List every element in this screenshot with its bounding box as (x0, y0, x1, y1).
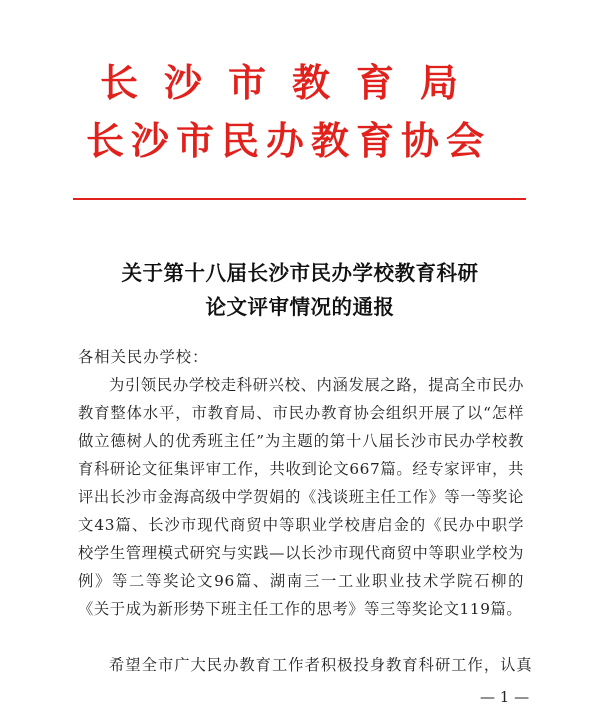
document-title-line-2: 论文评审情况的通报 (205, 295, 395, 319)
masthead-private-education-association: 长沙市民办教育协会 (86, 118, 492, 163)
page-number: — 1 — (480, 688, 530, 706)
document-title-line-1: 关于第十八届长沙市民办学校教育科研 (121, 261, 479, 285)
body-paragraph-2: 希望全市广大民办教育工作者积极投身教育科研工作，认真 (109, 656, 533, 674)
masthead-education-bureau: 长沙市教育局 (100, 60, 485, 105)
red-divider-line (73, 198, 526, 200)
body-paragraph-1: 为引领民办学校走科研兴校、内涵发展之路，提高全市民办教育整体水平，市教育局、市民办教育协会组织开展了以“怎样做立德树人的优秀班主任”为主题的第十八届长沙市民办学校教育科研论文征集评审工作，共收到论文667篇。经专家评审，共评出长沙市金海高级中学贺娟的《浅谈班主任工作》等一等奖论文43篇、长沙市现代商贸中等职业学校唐启金的《民办中职学校学生管理模式研究与实践—以长沙市现代商贸中等职业学校为例》等二等奖论文96篇、湖南三一工业职业技术学院石柳的《关于成为新形势下班主任工作的思考》等三等奖论文119篇。 (78, 376, 524, 618)
salutation: 各相关民办学校： (78, 348, 209, 366)
